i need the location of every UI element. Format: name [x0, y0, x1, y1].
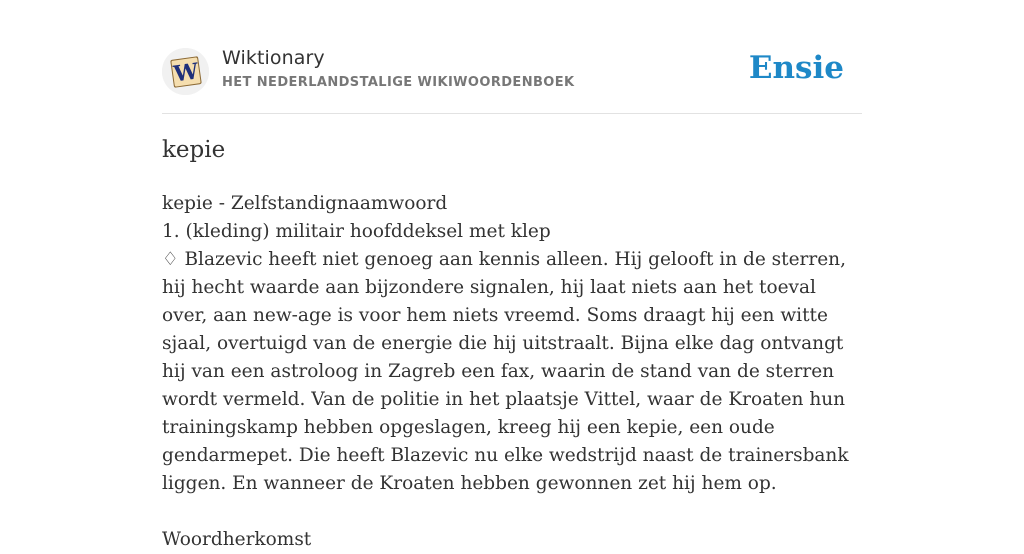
- header-divider: [162, 113, 862, 114]
- page-title: kepie: [162, 137, 226, 163]
- entry-definition: 1. (kleding) militair hoofddeksel met klep: [162, 221, 551, 242]
- site-name[interactable]: Wiktionary: [222, 47, 325, 69]
- section-spacer: [162, 498, 864, 526]
- wiktionary-logo-icon[interactable]: [162, 48, 209, 95]
- entry-example: ♢ Blazevic heeft niet genoeg aan kennis alleen. Hij gelooft in de sterren, hij hecht waarde aan bijzondere signalen, hij laat niets aan het toeval over, aan new-age is voor hem niets vreemd. Soms draagt hij een witte sjaal, overtuigd van de energie die hij uitstraalt. Bijna elke dag ontvangt hij van een astroloog in Zagreb een fax, waarin de stand van de sterren wordt vermeld. Van de politie in het plaatsje Vittel, waar de Kroaten hun trainingskamp hebben opgeslagen, kreeg hij een kepie, een oude gendarmepet. Die heeft Blazevic nu elke wedstrijd naast de trainersbank liggen. En wanneer de Kroaten hebben gewonnen zet hij hem op.: [162, 249, 849, 494]
- entry-content: [162, 190, 864, 554]
- entry-heading: kepie - Zelfstandignaamwoord: [162, 193, 448, 214]
- brand-logo[interactable]: Ensie: [748, 50, 844, 86]
- site-header: [162, 46, 862, 96]
- section-heading-woordherkomst: Woordherkomst: [162, 529, 312, 550]
- site-subtitle: HET NEDERLANDSTALIGE WIKIWOORDENBOEK: [222, 75, 575, 90]
- svg-text:W: W: [172, 58, 201, 88]
- page: [162, 0, 862, 550]
